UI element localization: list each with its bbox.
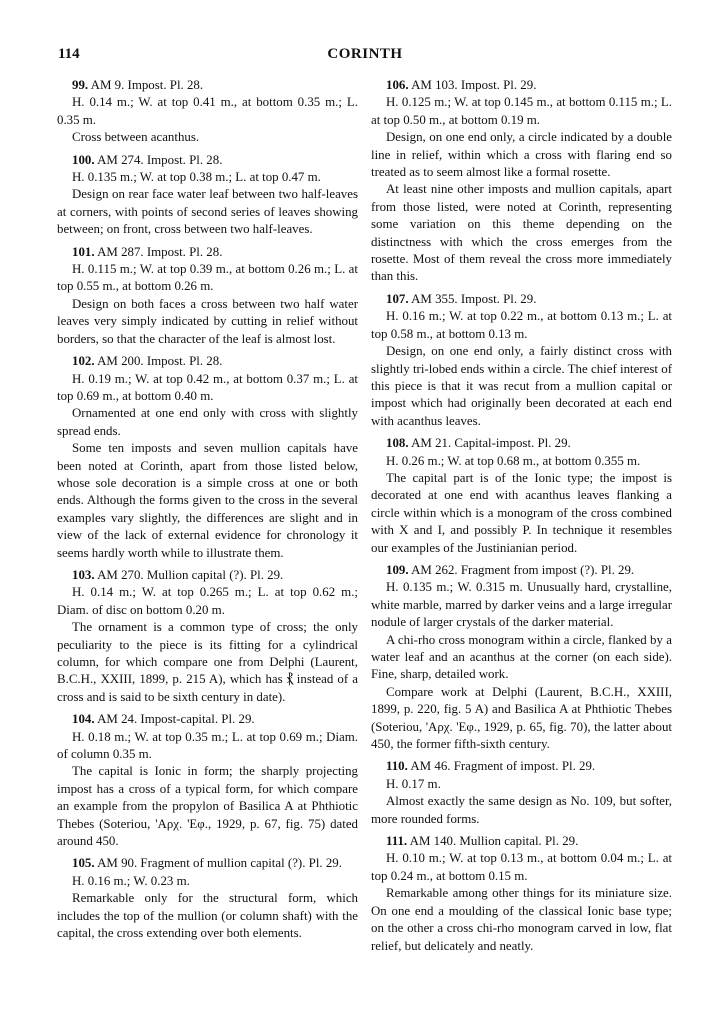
general-paragraph: At least nine other imposts and mullion capitals, apart from those listed, were noted at Corinth, representing some variation on this theme depending on the distinctness with which the cross emerges from the rosette. Most of them reveal the cross more immediately than this.	[371, 182, 672, 284]
entry-dimensions: H. 0.135 m.; W. 0.315 m. Unusually hard, crystalline, white marble, marred by darker veins and a large irregular nodule of larger crystals of the darker material.	[371, 580, 672, 630]
entry-dimensions: H. 0.19 m.; W. at top 0.42 m., at bottom 0.37 m.; L. at top 0.69 m., at bottom 0.40 m.	[57, 371, 358, 403]
page-header	[58, 46, 672, 68]
entry-dimensions: H. 0.14 m.; W. at top 0.265 m.; L. at top 0.62 m.; Diam. of disc on bottom 0.20 m.	[57, 585, 358, 617]
entry-description: A chi-rho cross monogram within a circle, flanked by a water leaf and an acanthus at the corner (on each side). Fine, sharp, detailed work.	[371, 632, 672, 682]
entry-number: 106.	[386, 78, 409, 92]
entry-description: Cross between acanthus.	[72, 130, 200, 145]
entry-dimensions: H. 0.16 m.; W. 0.23 m.	[72, 873, 190, 888]
entry-description: The capital is Ionic in form; the sharply projecting impost has a cross of a typical form, for which compare an example from the propylon of Basilica A at Phthiotic Thebes (Soteriou, 'Αρχ. 'Εφ., 1929, p. 67, fig. 75) dated around 450.	[57, 764, 358, 849]
entry-number: 103.	[72, 567, 95, 582]
left-column	[57, 77, 358, 948]
entry-number: 107.	[386, 291, 409, 306]
catalog-entry	[371, 435, 672, 557]
right-column	[371, 77, 672, 960]
entry-heading: 107. AM 355. Impost. Pl. 29.	[386, 291, 537, 306]
catalog-entry	[57, 711, 358, 850]
entry-description: Almost exactly the same design as No. 109, but softer, more rounded forms.	[371, 794, 672, 826]
entry-heading: 110. AM 46. Fragment of impost. Pl. 29.	[386, 759, 596, 774]
entry-number: 111.	[386, 834, 408, 849]
catalog-entry	[371, 562, 672, 753]
entry-description: Design on rear face water leaf between two half-leaves at corners, with points of second series of leaves showing between; on front, cross between two half-leaves.	[57, 187, 358, 237]
entry-dimensions: H. 0.135 m.; W. at top 0.38 m.; L. at top 0.47 m.	[72, 170, 321, 185]
entry-heading: 100. AM 274. Impost. Pl. 28.	[72, 152, 223, 167]
catalog-entry	[371, 77, 672, 286]
catalog-entry	[57, 353, 358, 562]
entry-dimensions: H. 0.14 m.; W. at top 0.41 m., at bottom 0.35 m.; L. 0.35 m.	[57, 95, 358, 127]
entry-heading: 109. AM 262. Fragment from impost (?). Pl. 29.	[386, 562, 635, 577]
entry-dimensions: H. 0.26 m.; W. at top 0.68 m., at bottom 0.355 m.	[386, 453, 641, 468]
entry-number: 100.	[72, 152, 95, 167]
page-number: 114	[58, 46, 80, 62]
catalog-entry	[371, 758, 672, 828]
entry-description: Design on both faces a cross between two half water leaves very simply indicated by cutting in relief without borders, so that the character of the leaf is almost lost.	[57, 296, 358, 346]
entry-heading: 106. AM 103. Impost. Pl. 29.	[386, 78, 537, 92]
catalog-entry	[371, 291, 672, 430]
entry-number: 108.	[386, 436, 409, 451]
entry-description: The ornament is a common type of cross; the only peculiarity to the piece is its fitting for a cylindrical column, for which compare one from Delphi (Laurent, B.C.H., XXIII, 1899, p. 215 A), which has ⳩ instead of a cross and is said to be sixth century in date).	[57, 620, 358, 704]
running-title: CORINTH	[327, 46, 403, 62]
entry-comparison: Compare work at Delphi (Laurent, B.C.H., XXIII, 1899, p. 220, fig. 5 A) and Basilica A at Phthiotic Thebes (Soteriou, 'Αρχ. 'Εφ., 1929, p. 65, fig. 70), the latter about 450, the former fifth-sixth century.	[371, 684, 672, 752]
entry-heading: 102. AM 200. Impost. Pl. 28.	[72, 354, 223, 369]
entry-heading: 108. AM 21. Capital-impost. Pl. 29.	[386, 436, 571, 451]
entry-heading: 104. AM 24. Impost-capital. Pl. 29.	[72, 712, 255, 727]
entry-number: 105.	[72, 856, 95, 871]
entry-heading: 103. AM 270. Mullion capital (?). Pl. 29.	[72, 567, 284, 582]
entry-description: Remarkable only for the structural form, which includes the top of the mullion (or column shaft) with the capital, the cross extending over both elements.	[57, 891, 358, 941]
entry-dimensions: H. 0.17 m.	[386, 776, 441, 791]
general-paragraph: Some ten imposts and seven mullion capitals have been noted at Corinth, apart from those listed below, whose sole decoration is a simple cross at one or both ends. Although the forms given to the cross in the several examples vary slightly, the differences are slight and in view of the lack of external evidence for chronology it seems hardly worth while to illustrate them.	[57, 441, 358, 560]
entry-description: Ornamented at one end only with cross with slightly spread ends.	[57, 406, 358, 438]
entry-dimensions: H. 0.10 m.; W. at top 0.13 m., at bottom 0.04 m.; L. at top 0.24 m., at bottom 0.15 m.	[371, 851, 672, 883]
entry-number: 101.	[72, 244, 95, 259]
entry-heading: 99. AM 9. Impost. Pl. 28.	[72, 78, 204, 92]
entry-heading: 101. AM 287. Impost. Pl. 28.	[72, 244, 223, 259]
entry-number: 99.	[72, 78, 89, 92]
entry-dimensions: H. 0.125 m.; W. at top 0.145 m., at bottom 0.115 m.; L. at top 0.50 m., at bottom 0.19 m.	[371, 95, 672, 127]
entry-number: 102.	[72, 354, 95, 369]
catalog-entry	[57, 152, 358, 239]
entry-dimensions: H. 0.16 m.; W. at top 0.22 m., at bottom 0.13 m.; L. at top 0.58 m., at bottom 0.13 m.	[371, 309, 672, 341]
entry-description: The capital part is of the Ionic type; the impost is decorated at one end with acanthus leaves flanking a circle within which is a monogram of the cross combined with X and I, and possibly P. In technique it resembles our examples of the Justinianian period.	[371, 470, 672, 555]
entry-heading: 105. AM 90. Fragment of mullion capital (?). Pl. 29.	[72, 856, 342, 871]
catalog-entry	[57, 855, 358, 942]
entry-heading: 111. AM 140. Mullion capital. Pl. 29.	[386, 834, 579, 849]
entry-number: 104.	[72, 712, 95, 727]
entry-description: Design, on one end only, a fairly distinct cross with slightly tri-lobed ends within a circle. The chief interest of this piece is that it was recut from a mullion capital or impost which had originally been decorated at each end with acanthus leaves.	[371, 344, 672, 428]
entry-number: 110.	[386, 759, 408, 774]
entry-dimensions: H. 0.115 m.; W. at top 0.39 m., at bottom 0.26 m.; L. at top 0.55 m., at bottom 0.26 m.	[57, 262, 358, 294]
entry-dimensions: H. 0.18 m.; W. at top 0.35 m.; L. at top 0.69 m.; Diam. of column 0.35 m.	[57, 729, 358, 762]
catalog-entry	[371, 833, 672, 955]
entry-description: Design, on one end only, a circle indicated by a double line in relief, within which a cross with flaring end so treated as to seem almost like a formal rosette.	[371, 130, 672, 180]
entry-number: 109.	[386, 562, 409, 577]
catalog-entry	[57, 244, 358, 348]
catalog-entry	[57, 567, 358, 706]
catalog-entry	[57, 77, 358, 147]
entry-description: Remarkable among other things for its miniature size. On one end a moulding of the classical Ionic base type; on the other a cross chi-rho monogram carved in low, flat relief, but delicately and neatly.	[371, 886, 672, 953]
